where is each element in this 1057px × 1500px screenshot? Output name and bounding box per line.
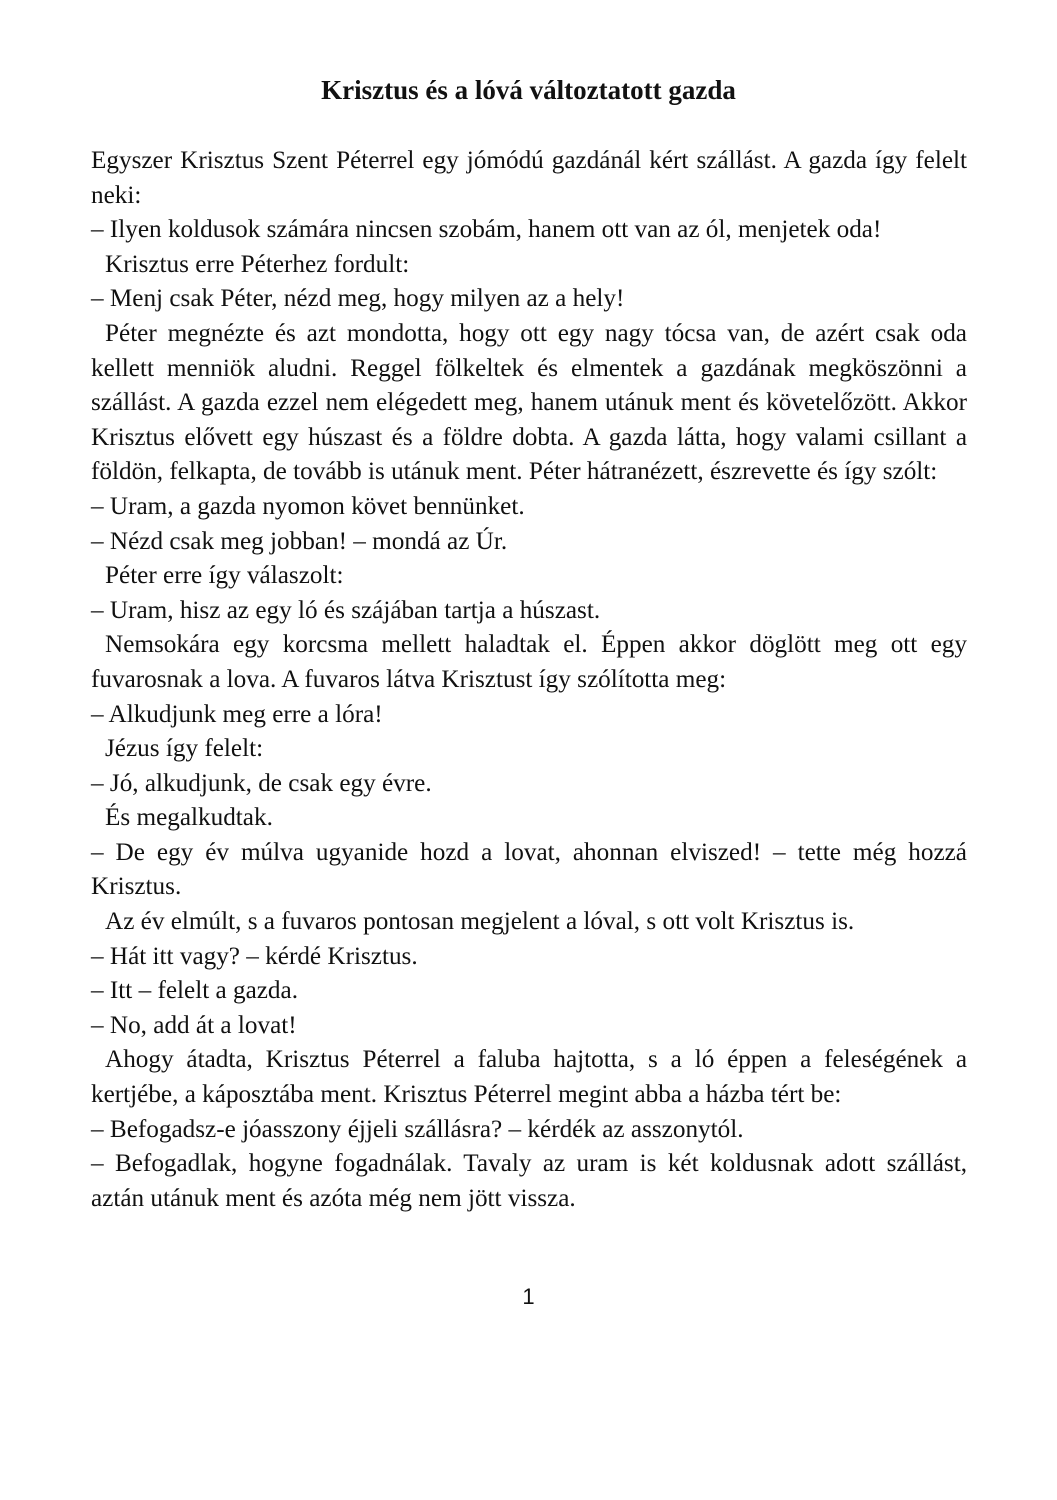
paragraph: – Uram, hisz az egy ló és szájában tartja a húszast.: [91, 596, 601, 624]
paragraph: Az év elmúlt, s a fuvaros pontosan megjelent a lóval, s ott volt Krisztus is.: [105, 908, 855, 936]
story-body: [91, 144, 967, 1216]
paragraph: – Ilyen koldusok számára nincsen szobám, hanem ott van az ól, menjetek oda!: [91, 216, 882, 244]
paragraph: – Befogadlak, hogyne fogadnálak. Tavaly az uram is két koldusnak adott szállást, aztán utánuk ment és azóta még nem jött vissza.: [91, 1150, 967, 1212]
paragraph: Krisztus erre Péterhez fordult:: [105, 250, 410, 278]
paragraph: – Jó, alkudjunk, de csak egy évre.: [91, 769, 432, 797]
paragraph: Egyszer Krisztus Szent Péterrel egy jómódú gazdánál kért szállást. A gazda így felelt neki:: [91, 147, 967, 209]
paragraph: – Befogadsz-e jóasszony éjjeli szállásra? – kérdék az asszonytól.: [91, 1115, 744, 1143]
paragraph: – De egy év múlva ugyanide hozd a lovat, ahonnan elviszed! – tette még hozzá Krisztus.: [91, 838, 967, 901]
paragraph: Ahogy átadta, Krisztus Péterrel a faluba hajtotta, s a ló éppen a feleségének a kertjébe, a káposztába ment. Krisztus Péterrel megint abba a házba tért be:: [91, 1046, 967, 1109]
paragraph: – No, add át a lovat!: [91, 1011, 297, 1039]
paragraph: Péter megnézte és azt mondotta, hogy ott egy nagy tócsa van, de azért csak oda kellett menniök aludni. Reggel fölkeltek és elmentek a gazdának megköszönni a szállást. A gazda ezzel nem elégedett meg, hanem utánuk ment és követelőzött. Akkor Krisztus elővett egy húszast és a földre dobta. A gazda látta, hogy valami csillant a földön, felkapta, de tovább is utánuk ment. Péter hátranézett, észrevette és így szólt:: [91, 319, 967, 486]
paragraph: – Itt – felelt a gazda.: [91, 977, 298, 1005]
paragraph: Jézus így felelt:: [105, 735, 264, 763]
paragraph: – Uram, a gazda nyomon követ bennünket.: [91, 492, 525, 520]
paragraph: És megalkudtak.: [105, 804, 273, 832]
page-title: Krisztus és a lóvá változtatott gazda: [321, 75, 736, 105]
paragraph: – Hát itt vagy? – kérdé Krisztus.: [91, 942, 418, 970]
page-number: 1: [522, 1284, 535, 1309]
paragraph: – Nézd csak meg jobban! – mondá az Úr.: [91, 527, 508, 555]
paragraph: Péter erre így válaszolt:: [105, 562, 344, 590]
paragraph: – Menj csak Péter, nézd meg, hogy milyen az a hely!: [91, 285, 625, 313]
paragraph: – Alkudjunk meg erre a lóra!: [91, 700, 383, 728]
paragraph: Nemsokára egy korcsma mellett haladtak el. Éppen akkor döglött meg ott egy fuvarosnak a lova. A fuvaros látva Krisztust így szólította meg:: [91, 631, 967, 693]
